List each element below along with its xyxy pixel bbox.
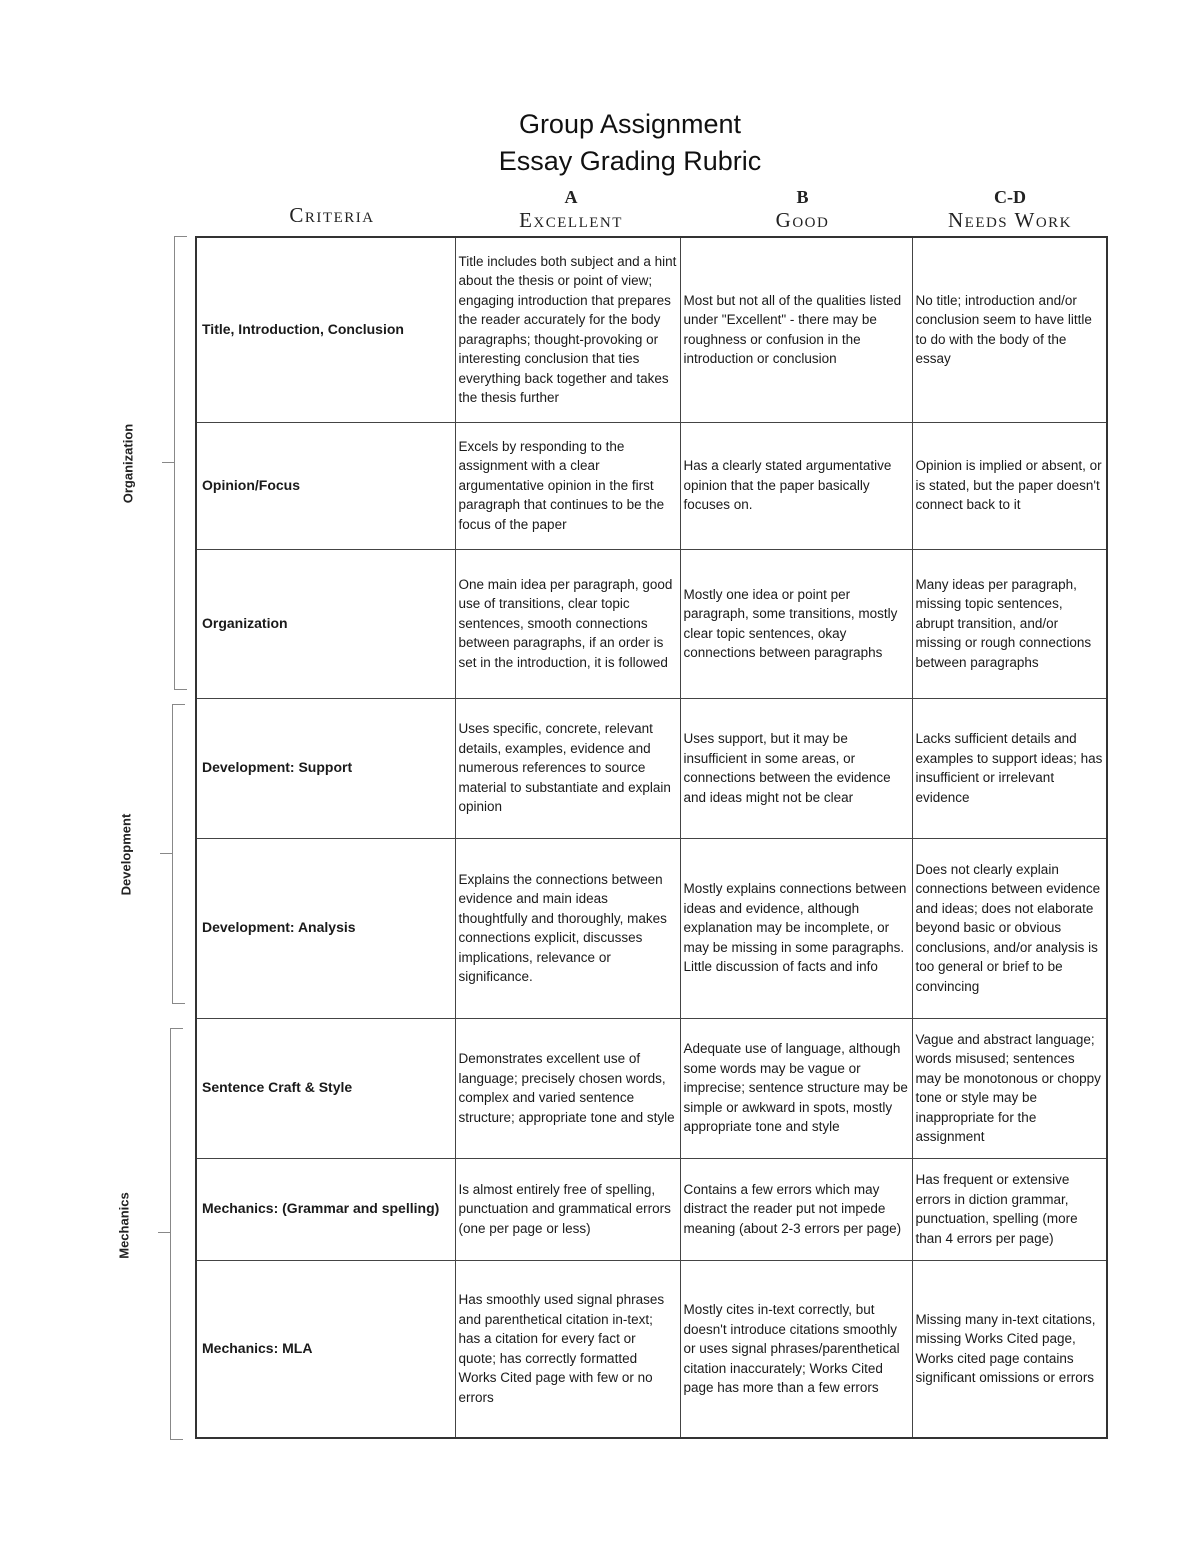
- good-cell: Mostly explains connections between ideas and evidence, although explanation may be incomplete, or may be missing in some paragraphs. Little discussion of facts and info: [680, 838, 912, 1018]
- good-cell: Mostly cites in-text correctly, but doesn't introduce citations smoothly or uses signal phrases/parenthetical citation inaccurately; Works Cited page has more than a few errors: [680, 1260, 912, 1438]
- good-cell: Mostly one idea or point per paragraph, some transitions, mostly clear topic sentences, okay connections between paragraphs: [680, 549, 912, 698]
- good-cell: Uses support, but it may be insufficient in some areas, or connections between the evidence and ideas might not be clear: [680, 698, 912, 838]
- good-cell: Has a clearly stated argumentative opinion that the paper basically focuses on.: [680, 422, 912, 549]
- excellent-cell: One main idea per paragraph, good use of transitions, clear topic sentences, smooth connections between paragraphs, if an order is set in the introduction, it is followed: [455, 549, 680, 698]
- organization-brace: [174, 236, 187, 690]
- mechanics-group-label: Mechanics: [116, 1192, 132, 1259]
- document-subtitle: Essay Grading Rubric: [498, 146, 762, 176]
- table-row: [196, 838, 1107, 1018]
- title-block: [0, 106, 1200, 180]
- criteria-header: [232, 203, 432, 227]
- needs-work-header: [905, 186, 1115, 232]
- excellent-cell: Is almost entirely free of spelling, punctuation and grammatical errors (one per page or less): [455, 1158, 680, 1260]
- grade-a: A: [564, 187, 578, 207]
- mechanics-brace: [170, 1028, 183, 1440]
- needs-work-cell: Lacks sufficient details and examples to support ideas; has insufficient or irrelevant evidence: [912, 698, 1107, 838]
- excellent-cell: Has smoothly used signal phrases and parenthetical citation in-text; has a citation for every fact or quote; has correctly formatted Works Cited page with few or no errors: [455, 1260, 680, 1438]
- criterion-cell: Mechanics: (Grammar and spelling): [196, 1158, 455, 1260]
- table-row: [196, 237, 1107, 422]
- mechanics-brace-tick: [158, 1232, 170, 1233]
- rubric-table: [195, 236, 1108, 1439]
- table-row: [196, 549, 1107, 698]
- criterion-cell: Organization: [196, 549, 455, 698]
- needs-work-cell: Missing many in-text citations, missing Works Cited page, Works cited page contains significant omissions or errors: [912, 1260, 1107, 1438]
- criterion-cell: Title, Introduction, Conclusion: [196, 237, 455, 422]
- excellent-cell: Excels by responding to the assignment with a clear argumentative opinion in the first paragraph that continues to be the focus of the paper: [455, 422, 680, 549]
- good-cell: Most but not all of the qualities listed under "Excellent" - there may be roughness or confusion in the introduction or conclusion: [680, 237, 912, 422]
- needs-work-label: Needs Work: [947, 208, 1073, 232]
- excellent-label: Excellent: [519, 208, 623, 232]
- development-brace-tick: [160, 853, 172, 854]
- document-title: Group Assignment: [518, 109, 742, 139]
- needs-work-cell: Does not clearly explain connections between evidence and ideas; does not elaborate beyond basic or obvious conclusions, and/or analysis is too general or brief to be convincing: [912, 838, 1107, 1018]
- grade-cd: C-D: [994, 187, 1026, 207]
- good-header: [695, 186, 910, 232]
- table-row: [196, 422, 1107, 549]
- criterion-cell: Opinion/Focus: [196, 422, 455, 549]
- criterion-cell: Development: Analysis: [196, 838, 455, 1018]
- needs-work-cell: Opinion is implied or absent, or is stated, but the paper doesn't connect back to it: [912, 422, 1107, 549]
- excellent-cell: Explains the connections between evidence and main ideas thoughtfully and thoroughly, makes connections explicit, discusses implications, relevance or significance.: [455, 838, 680, 1018]
- development-brace: [172, 704, 185, 1004]
- table-row: [196, 1158, 1107, 1260]
- organization-brace-tick: [162, 462, 174, 463]
- excellent-header: [466, 186, 676, 232]
- excellent-cell: Demonstrates excellent use of language; precisely chosen words, complex and varied sentence structure; appropriate tone and style: [455, 1018, 680, 1158]
- excellent-cell: Uses specific, concrete, relevant details, examples, evidence and numerous references to source material to substantiate and explain opinion: [455, 698, 680, 838]
- good-cell: Adequate use of language, although some words may be vague or imprecise; sentence structure may be simple or awkward in spots, mostly appropriate tone and style: [680, 1018, 912, 1158]
- organization-group-label: Organization: [120, 423, 136, 504]
- table-row: [196, 1260, 1107, 1438]
- criterion-cell: Sentence Craft & Style: [196, 1018, 455, 1158]
- good-cell: Contains a few errors which may distract the reader put not impede meaning (about 2-3 errors per page): [680, 1158, 912, 1260]
- good-label: Good: [775, 208, 830, 232]
- criteria-header-label: Criteria: [289, 203, 375, 227]
- criterion-cell: Mechanics: MLA: [196, 1260, 455, 1438]
- needs-work-cell: Vague and abstract language; words misused; sentences may be monotonous or choppy tone or style may be inappropriate for the assignment: [912, 1018, 1107, 1158]
- development-group-label: Development: [118, 813, 134, 896]
- excellent-cell: Title includes both subject and a hint about the thesis or point of view; engaging introduction that prepares the reader accurately for the body paragraphs; thought-provoking or interesting conclusion that ties everything back together and takes the thesis further: [455, 237, 680, 422]
- needs-work-cell: No title; introduction and/or conclusion seem to have little to do with the body of the essay: [912, 237, 1107, 422]
- table-row: [196, 1018, 1107, 1158]
- grade-b: B: [796, 187, 809, 207]
- criterion-cell: Development: Support: [196, 698, 455, 838]
- needs-work-cell: Many ideas per paragraph, missing topic sentences, abrupt transition, and/or missing or rough connections between paragraphs: [912, 549, 1107, 698]
- needs-work-cell: Has frequent or extensive errors in diction grammar, punctuation, spelling (more than 4 errors per page): [912, 1158, 1107, 1260]
- table-row: [196, 698, 1107, 838]
